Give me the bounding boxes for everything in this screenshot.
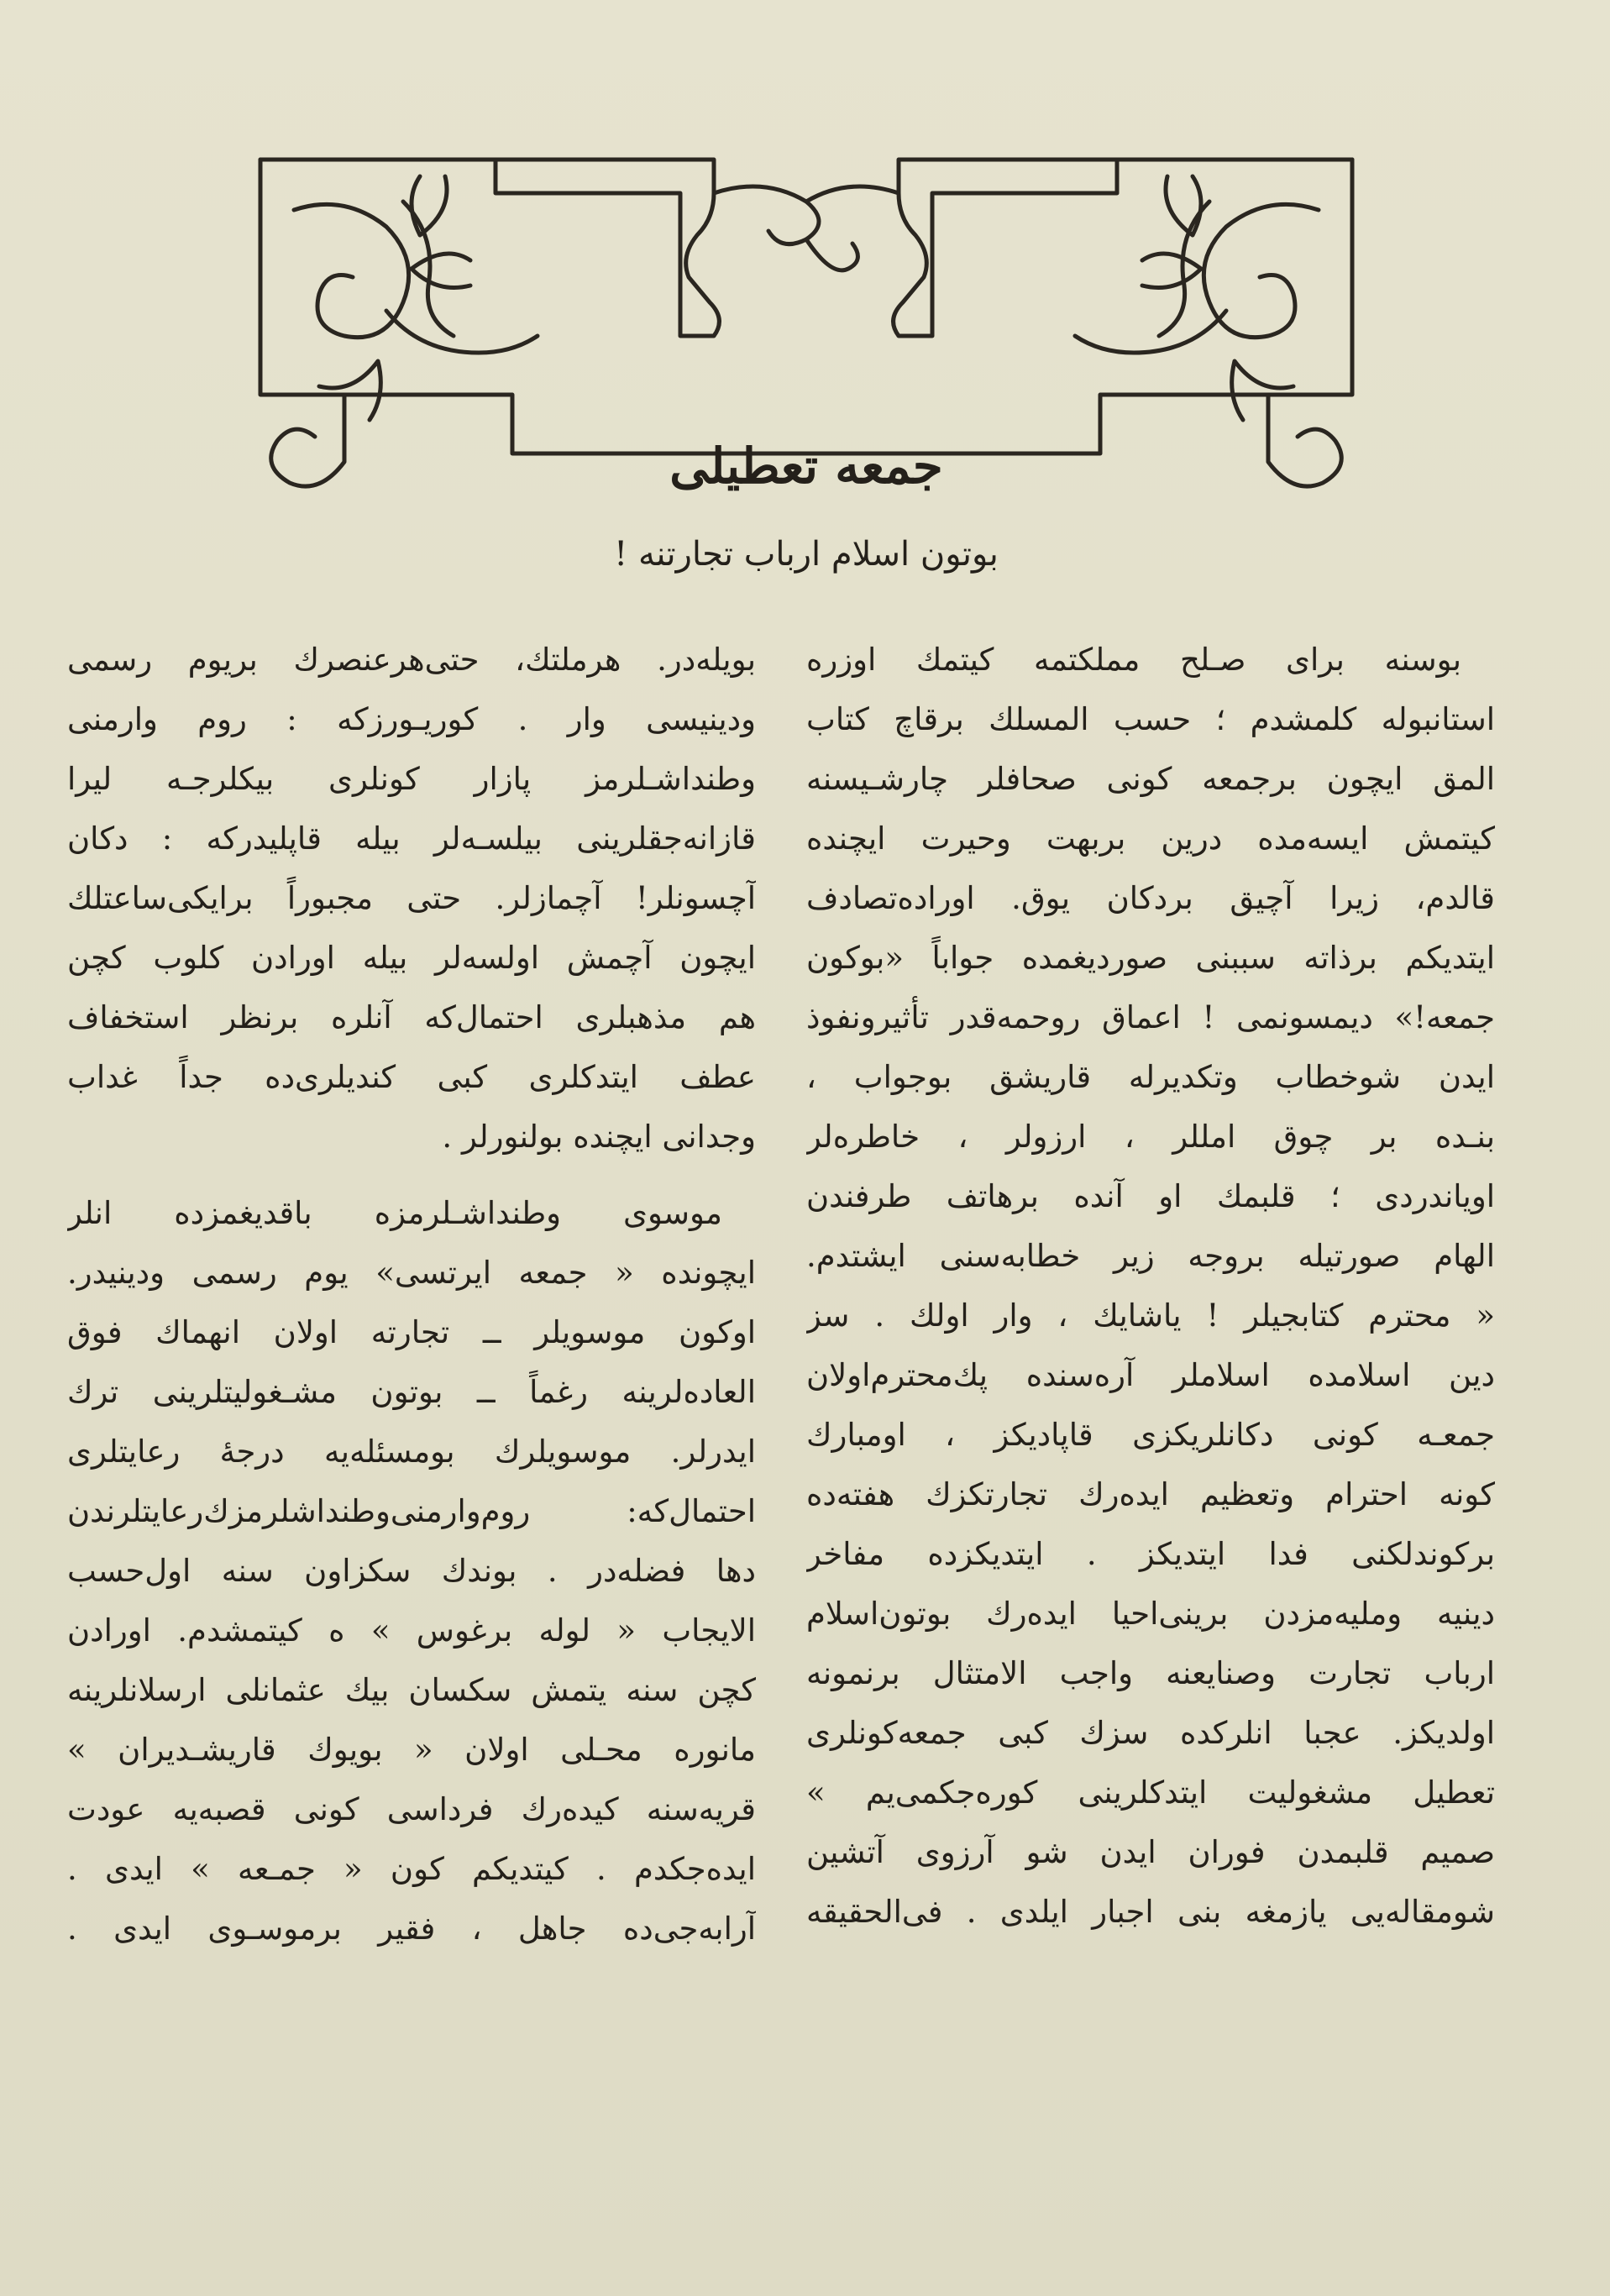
text-line: كونه احترام وتعظيم ايده‌رك تجارتكزك هفته‌ده (806, 1476, 1495, 1512)
text-line: ايدرلر. موسويلرك بومسئله‌يه درجهٔ رعايتلرى (67, 1434, 756, 1470)
text-line: شومقاله‌يى يازمغه بنى اجبار ايلدى . فى‌الحقيقه (806, 1894, 1495, 1930)
text-line: بنـده بر چوق امللر ، ارزولر ، خاطره‌لر (806, 1119, 1495, 1155)
text-line: عطف ايتدكلرى كبى كنديلرى‌ده جداً غداب (67, 1059, 756, 1095)
text-line: قازانه‌جقلرينى بيلسـه‌لر بيله قاپليدركه : دكان (67, 820, 756, 857)
article-title: جمعه تعطيلى (669, 438, 943, 495)
text-line: المق ايچون برجمعه كونى صحافلر چارشـيسنه (806, 761, 1495, 797)
text-line: اولديكز. عجبا انلركده سزك كبى جمعه‌كونلرى (806, 1715, 1495, 1751)
text-line: وجدانى ايچنده بولنورلر . (442, 1119, 756, 1155)
text-line: آچسونلر! آچمازلر. حتى مجبوراً برايكى‌ساعتلك (67, 880, 756, 916)
text-line: جمعـه كونى دكانلريكزى قاپاديكز ، اومبارك (806, 1417, 1495, 1453)
text-line: كيتمش ايسه‌مده درين بربهت وحيرت ايچنده (806, 820, 1495, 857)
text-line: ايتديكم برذاته سببنى صورديغمده جواباً «بوكون (806, 940, 1495, 976)
text-line: مانوره محـلى اولان « بويوك قاريشـديران » (67, 1732, 756, 1768)
text-line: ارباب تجارت وصنايعنه واجب الامتثال برنمونه (806, 1655, 1495, 1691)
text-line: بركوندلكنى فدا ايتديكز . ايتديكزده مفاخر (806, 1536, 1495, 1572)
paragraph-gap (67, 1166, 756, 1183)
text-line: ايدن شوخطاب وتكديرله قاريشق بوجواب ، (806, 1059, 1495, 1095)
text-line: ودينيسى وار . كوريـورزكه : روم وارمنى (67, 701, 756, 737)
text-line: كچن سنه يتمش سكسان بيك عثمانلى ارسلانلرينه (67, 1672, 756, 1708)
text-line: وطنداشـلرمز پازار كونلرى بيكلرجـه ليرا (67, 761, 756, 797)
article-subtitle: بوتون اسلام ارباب تجارتنه ! (614, 535, 999, 574)
text-line: استانبوله كلمشدم ؛ حسب المسلك برقاچ كتاب (806, 701, 1495, 737)
text-line: دين اسلامده اسلاملر آره‌سنده پك‌محترم‌اولان (806, 1357, 1495, 1393)
text-line: ايچونده « جمعه ايرتسى» يوم رسمى ودينيدر. (67, 1255, 756, 1291)
text-line: بوسنه براى صـلح مملكتمه كيتمك اوزره (806, 642, 1461, 678)
text-line: تعطيل مشغوليت ايتدكلرينى كوره‌جكمى‌يم » (806, 1774, 1495, 1811)
text-line: هم مذهبلرى احتمال‌كه آنلره برنظر استخفاف (67, 999, 756, 1035)
text-line: احتمال‌كه: روم‌وارمنى‌وطنداشلرمزك‌رعايتلرندن (67, 1493, 756, 1529)
text-line: « محترم كتابجيلر ! ياشايك ، وار اولك . سز (806, 1297, 1495, 1334)
text-line: الايجاب « لوله برغوس » ه كيتمشدم. اورادن (67, 1612, 756, 1649)
text-line: آرابه‌جى‌ده جاهل ، فقير برموسـوى ايدى . (67, 1911, 756, 1947)
text-column-right (806, 630, 1495, 2276)
text-line: قالدم، زيرا آچيق بردكان يوق. اوراده‌تصادف (806, 880, 1495, 916)
text-line: العاده‌لرينه رغماً ــ بوتون مشـغوليتلرينى ترك (67, 1374, 756, 1410)
text-line: الهام صورتيله بروجه زير خطابه‌سنى ايشتدم. (806, 1238, 1495, 1274)
text-line: موسوى وطنداشـلرمزه باقديغمزده انلر (67, 1195, 722, 1231)
text-line: ايده‌جكدم . كيتديكم كون « جمـعه » ايدى . (67, 1851, 756, 1887)
text-line: دها فضله‌در . بوندك سكزاون سنه اول‌حسب (67, 1553, 756, 1589)
text-line: قريه‌سنه كيده‌رك فرداسى كونى قصبه‌يه عودت (67, 1791, 756, 1827)
text-line: ايچون آچمش اولسه‌لر بيله اورادن كلوب كچن (67, 940, 756, 976)
text-line: اوياندردى ؛ قلبمك او آنده برهاتف طرفندن (806, 1178, 1495, 1214)
text-line: دينيه ومليه‌مزدن برينى‌احيا ايده‌رك بوتون‌اسلام (806, 1596, 1495, 1632)
text-line: صميم قلبمدن فوران ايدن شو آرزوى آتشين (806, 1834, 1495, 1870)
text-line: جمعه!» ديمسونمى ! اعماق روحمه‌قدر تأثيرونفوذ (806, 999, 1495, 1035)
text-line: اوكون موسويلر ــ تجارته اولان انهماك فوق (67, 1314, 756, 1350)
text-line: بويله‌در. هرملتك، حتى‌هرعنصرك بريوم رسمى (67, 642, 756, 678)
text-column-left (67, 630, 756, 2276)
